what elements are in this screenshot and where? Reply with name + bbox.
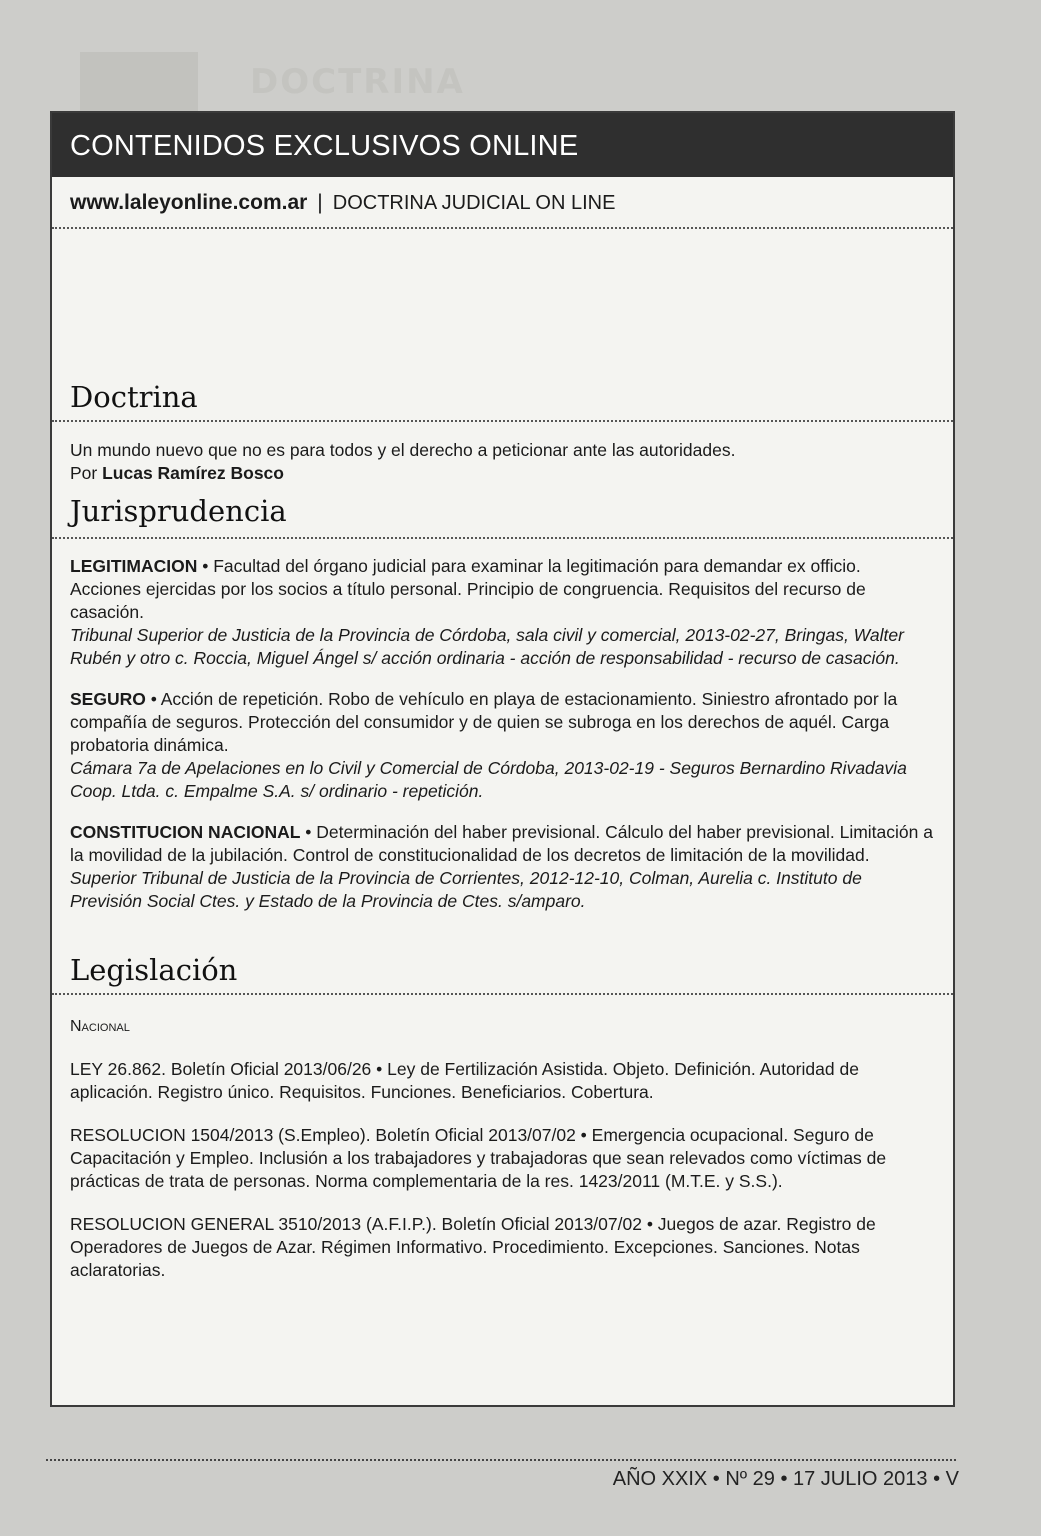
panel-banner: CONTENIDOS EXCLUSIVOS ONLINE [52,113,953,177]
jurisprudencia-list [52,539,953,913]
jurisprudencia-summary: • Acción de repetición. Robo de vehículo en playa de estacionamiento. Siniestro afrontado por la compañía de seguros. Protección del consumidor y de quien se subroga en los derechos de aquél. Carga probatoria dinámica. [70,689,898,755]
online-contents-panel [50,111,955,1407]
doctrina-entry [52,422,953,492]
legislacion-list [52,995,953,1282]
background-ghost-heading: DOCTRINA [250,62,465,102]
jurisprudencia-citation: Cámara 7a de Apelaciones en lo Civil y Comercial de Córdoba, 2013-02-19 - Seguros Bernardino Rivadavia Coop. Ltda. c. Empalme S.A. s/ ordinario - repetición. [70,758,907,801]
site-url-link[interactable]: www.laleyonline.com.ar [70,191,308,214]
site-separator: | [317,191,323,214]
doctrina-title[interactable]: Un mundo nuevo que no es para todos y el derecho a peticionar ante las autoridades. [70,440,736,460]
jurisprudencia-item[interactable] [70,688,935,803]
legislacion-heading: Legislación [70,953,238,987]
doctrina-author: Lucas Ramírez Bosco [102,463,284,483]
jurisprudencia-item[interactable] [70,821,935,913]
legislacion-item[interactable]: LEY 26.862. Boletín Oficial 2013/06/26 • Ley de Fertilización Asistida. Objeto. Definición. Autoridad de aplicación. Registro único. Requisitos. Funciones. Beneficiarios. Cobertura. [70,1059,859,1102]
jurisprudencia-citation: Superior Tribunal de Justicia de la Provincia de Corrientes, 2012-12-10, Colman, Aurelia c. Instituto de Previsión Social Ctes. y Estado de la Provincia de Ctes. s/amparo. [70,868,862,911]
doctrina-heading: Doctrina [70,380,198,414]
jurisprudencia-heading: Jurisprudencia [70,494,287,528]
legislacion-item[interactable]: RESOLUCION GENERAL 3510/2013 (A.F.I.P.). Boletín Oficial 2013/07/02 • Juegos de azar. Registro de Operadores de Juegos de Azar. Régimen Informativo. Procedimiento. Excepciones. Sanciones. Notas aclaratorias. [70,1214,876,1280]
site-section: DOCTRINA JUDICIAL ON LINE [332,192,616,214]
site-row [52,177,953,227]
footer-divider [46,1459,956,1461]
jurisprudencia-keyword: SEGURO [70,689,146,709]
jurisprudencia-summary: • Determinación del haber previsional. Cálculo del haber previsional. Limitación a la movilidad de la jubilación. Control de constitucionalidad de los decretos de limitación de la movilidad. [70,822,933,865]
jurisprudencia-keyword: CONSTITUCION NACIONAL [70,822,301,842]
legislacion-item[interactable]: RESOLUCION 1504/2013 (S.Empleo). Boletín Oficial 2013/07/02 • Emergencia ocupacional. Seguro de Capacitación y Empleo. Inclusión a los trabajadores y trabajadoras que sean relevados como víctimas de prácticas de trata de personas. Norma complementaria de la res. 1423/2011 (M.T.E. y S.S.). [70,1125,887,1191]
footer-issue-info: AÑO XXIX • Nº 29 • 17 JULIO 2013 • V [612,1468,959,1490]
jurisprudencia-keyword: LEGITIMACION [70,556,198,576]
legislacion-subheading: Nacional [70,1018,130,1035]
doctrina-by: Por [70,463,98,483]
background-ghost-block [80,52,198,112]
jurisprudencia-citation: Tribunal Superior de Justicia de la Provincia de Córdoba, sala civil y comercial, 2013-02-27, Bringas, Walter Rubén y otro c. Roccia, Miguel Ángel s/ acción ordinaria - acción de responsabilidad - recurso de casación. [70,625,904,668]
jurisprudencia-item[interactable] [70,555,935,670]
jurisprudencia-summary: • Facultad del órgano judicial para examinar la legitimación para demandar ex officio. Acciones ejercidas por los socios a título personal. Principio de congruencia. Requisitos del recurso de casación. [70,556,866,622]
